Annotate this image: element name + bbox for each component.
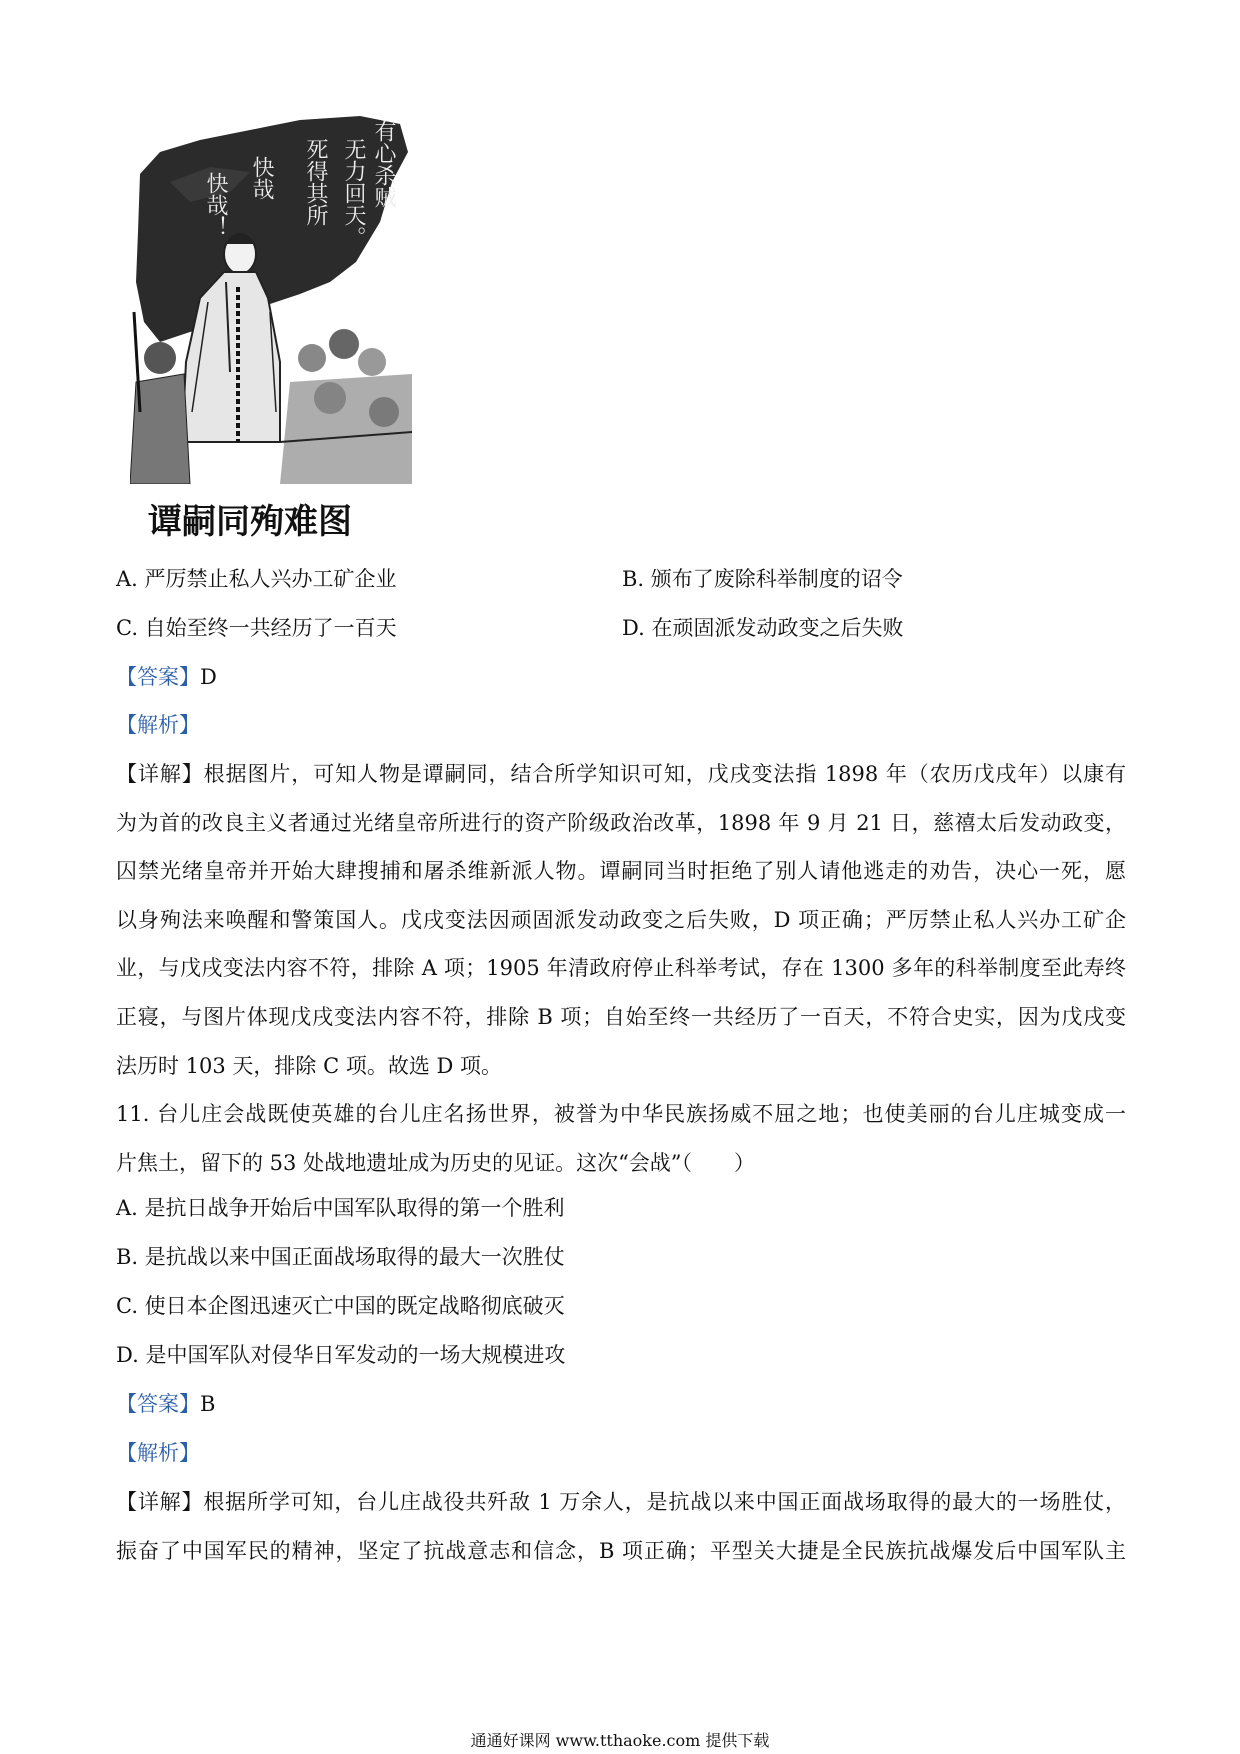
calligraphy-col-2: 无力回天。	[341, 138, 366, 248]
detail-line: 法历时 103 天，排除 C 项。故选 D 项。	[116, 1053, 503, 1078]
calligraphy-col-1: 有心杀贼	[371, 120, 396, 208]
detail-line	[116, 1478, 1126, 1527]
detail-line: 业，与戊戌变法内容不符，排除 A 项；1905 年清政府停止科举考试，存在 1300 多年的科举制度至此寿终	[116, 956, 1126, 981]
calligraphy-col-4: 快哉	[249, 156, 274, 200]
figure-caption: 谭嗣同殉难图	[148, 502, 352, 542]
detail-line: 振奋了中国军民的精神，坚定了抗战意志和信念，B 项正确；平型关大捷是全民族抗战爆发后中国军队主	[116, 1538, 1126, 1563]
answer-value: B	[200, 1392, 216, 1416]
detail-line: 以身殉法来唤醒和警策国人。戊戌变法因顽固派发动政变之后失败，D 项正确；严厉禁止私人兴办工矿企	[116, 907, 1126, 932]
tan-sitong-illustration	[130, 112, 412, 484]
answer-value: D	[200, 665, 217, 689]
q11-option-d: D. 是中国军队对侵华日军发动的一场大规模进攻	[116, 1343, 566, 1367]
detail-text: 根据图片，可知人物是谭嗣同，结合所学知识可知，戊戌变法指 1898 年（农历戊戌年）以康有	[203, 762, 1126, 786]
q10-option-c: C. 自始至终一共经历了一百天	[116, 616, 397, 640]
q11-detail	[116, 1478, 1126, 1575]
page-footer: 通通好课网 www.tthaoke.com 提供下载	[470, 1731, 770, 1750]
q11-answer	[116, 1389, 215, 1419]
detail-line	[116, 750, 1126, 799]
detail-line: 为为首的改良主义者通过光绪皇帝所进行的资产阶级政治改革，1898 年 9 月 21 日，慈禧太后发动政变，	[116, 810, 1126, 835]
calligraphy-col-5: 快哉！	[203, 172, 228, 238]
detail-line: 囚禁光绪皇帝并开始大肆搜捕和屠杀维新派人物。谭嗣同当时拒绝了别人请他逃走的劝告，决心一死，愿	[116, 859, 1126, 884]
detail-line: 正寝，与图片体现戊戌变法内容不符，排除 B 项；自始至终一共经历了一百天，不符合史实，因为戊戌变	[116, 1004, 1126, 1029]
stem-line: 11. 台儿庄会战既使英雄的台儿庄名扬世界，被誉为中华民族扬威不屈之地；也使美丽的台儿庄城变成一	[116, 1102, 1126, 1126]
q10-analysis-label: 【解析】	[116, 713, 200, 737]
q11-analysis-label: 【解析】	[116, 1441, 200, 1465]
detail-text: 根据所学可知，台儿庄战役共歼敌 1 万余人，是抗战以来中国正面战场取得的最大的一场胜仗，	[203, 1490, 1127, 1514]
q11-option-c: C. 使日本企图迅速灭亡中国的既定战略彻底破灭	[116, 1294, 565, 1318]
q10-option-d: D. 在顽固派发动政变之后失败	[622, 616, 904, 640]
q10-detail	[116, 750, 1126, 1090]
answer-label: 【答案】	[116, 1392, 200, 1416]
q11-option-b: B. 是抗战以来中国正面战场取得的最大一次胜仗	[116, 1245, 565, 1269]
q10-option-a: A. 严厉禁止私人兴办工矿企业	[116, 567, 397, 591]
q11-option-a: A. 是抗日战争开始后中国军队取得的第一个胜利	[116, 1196, 565, 1220]
detail-label: 【详解】	[116, 1490, 204, 1514]
q10-option-b: B. 颁布了废除科举制度的诏令	[622, 567, 903, 591]
q10-answer	[116, 662, 217, 692]
stem-line: 片焦土，留下的 53 处战地遗址成为历史的见证。这次“会战”（ ）	[116, 1150, 756, 1175]
q11-stem	[116, 1090, 1126, 1187]
answer-label: 【答案】	[116, 665, 200, 689]
calligraphy-col-3: 死得其所	[303, 138, 328, 226]
detail-label: 【详解】	[116, 762, 204, 786]
